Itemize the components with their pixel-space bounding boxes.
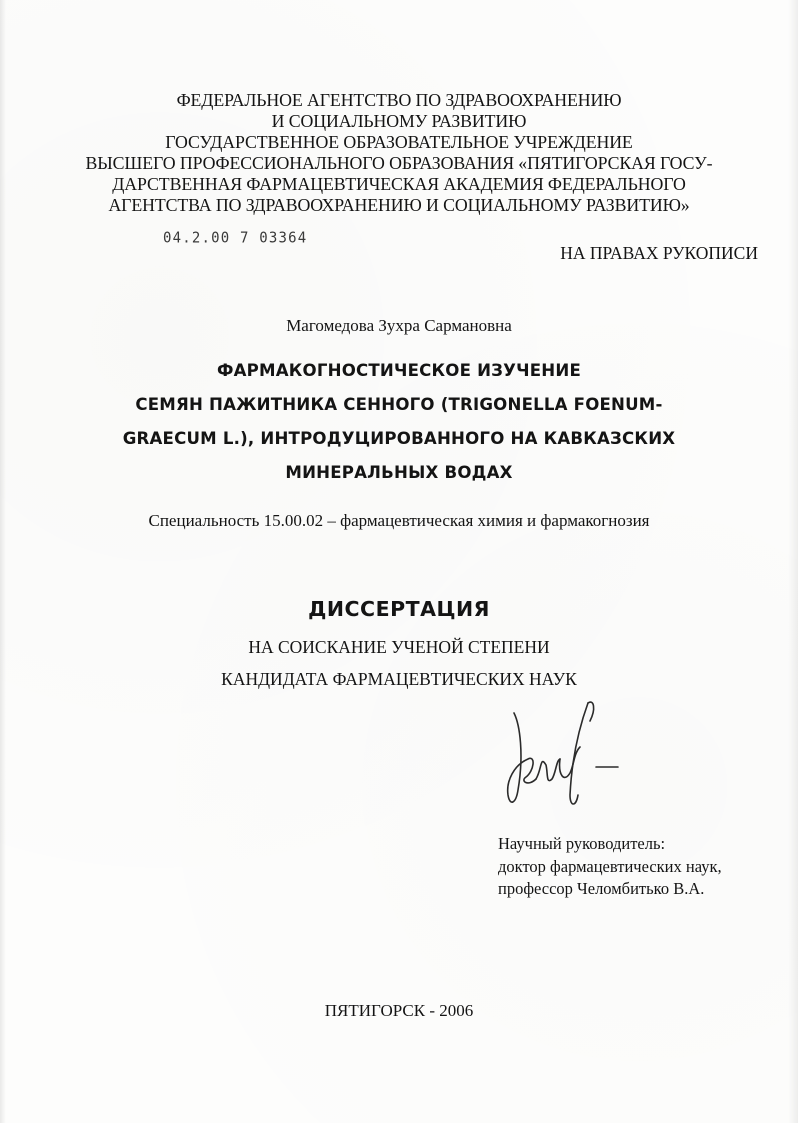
title-line-2: СЕМЯН ПАЖИТНИКА СЕННОГО (TRIGONELLA FOENUM- bbox=[135, 395, 663, 414]
degree-line-2: КАНДИДАТА ФАРМАЦЕВТИЧЕСКИХ НАУК bbox=[221, 669, 577, 689]
title-line-3: GRAECUM L.), ИНТРОДУЦИРОВАННОГО НА КАВКАЗСКИХ bbox=[122, 429, 676, 448]
supervisor-block bbox=[498, 833, 722, 901]
manuscript-note: НА ПРАВАХ РУКОПИСИ bbox=[560, 243, 758, 263]
title-line-1: ФАРМАКОГНОСТИЧЕСКОЕ ИЗУЧЕНИЕ bbox=[216, 361, 582, 380]
header-line-3: ГОСУДАРСТВЕННОЕ ОБРАЗОВАТЕЛЬНОЕ УЧРЕЖДЕНИЕ bbox=[165, 132, 633, 152]
footer-city-year: ПЯТИГОРСК - 2006 bbox=[324, 1001, 474, 1020]
specialty-line: Специальность 15.00.02 – фармацевтическая химия и фармакогнозия bbox=[148, 511, 650, 530]
library-stamp-number: 04.2.00 7 03364 bbox=[163, 229, 308, 247]
handwritten-signature bbox=[490, 695, 630, 815]
header-line-1: ФЕДЕРАЛЬНОЕ АГЕНТСТВО ПО ЗДРАВООХРАНЕНИЮ bbox=[176, 90, 622, 110]
header-line-6: АГЕНТСТВА ПО ЗДРАВООХРАНЕНИЮ И СОЦИАЛЬНОМУ РАЗВИТИЮ» bbox=[108, 195, 690, 215]
header-line-4: ВЫСШЕГО ПРОФЕССИОНАЛЬНОГО ОБРАЗОВАНИЯ «ПЯТИГОРСКАЯ ГОСУ- bbox=[85, 153, 713, 173]
header-line-5: ДАРСТВЕННАЯ ФАРМАЦЕВТИЧЕСКАЯ АКАДЕМИЯ ФЕДЕРАЛЬНОГО bbox=[112, 174, 686, 194]
supervisor-label: Научный руководитель: bbox=[498, 834, 666, 853]
degree-line-1: НА СОИСКАНИЕ УЧЕНОЙ СТЕПЕНИ bbox=[248, 637, 550, 657]
author-name: Магомедова Зухра Сармановна bbox=[286, 316, 512, 335]
header-line-2: И СОЦИАЛЬНОМУ РАЗВИТИЮ bbox=[271, 111, 527, 131]
title-line-4: МИНЕРАЛЬНЫХ ВОДАХ bbox=[285, 463, 513, 482]
document-type-heading: ДИССЕРТАЦИЯ bbox=[308, 597, 490, 621]
supervisor-name: профессор Челомбитько В.А. bbox=[498, 879, 705, 898]
supervisor-degree: доктор фармацевтических наук, bbox=[498, 856, 722, 876]
